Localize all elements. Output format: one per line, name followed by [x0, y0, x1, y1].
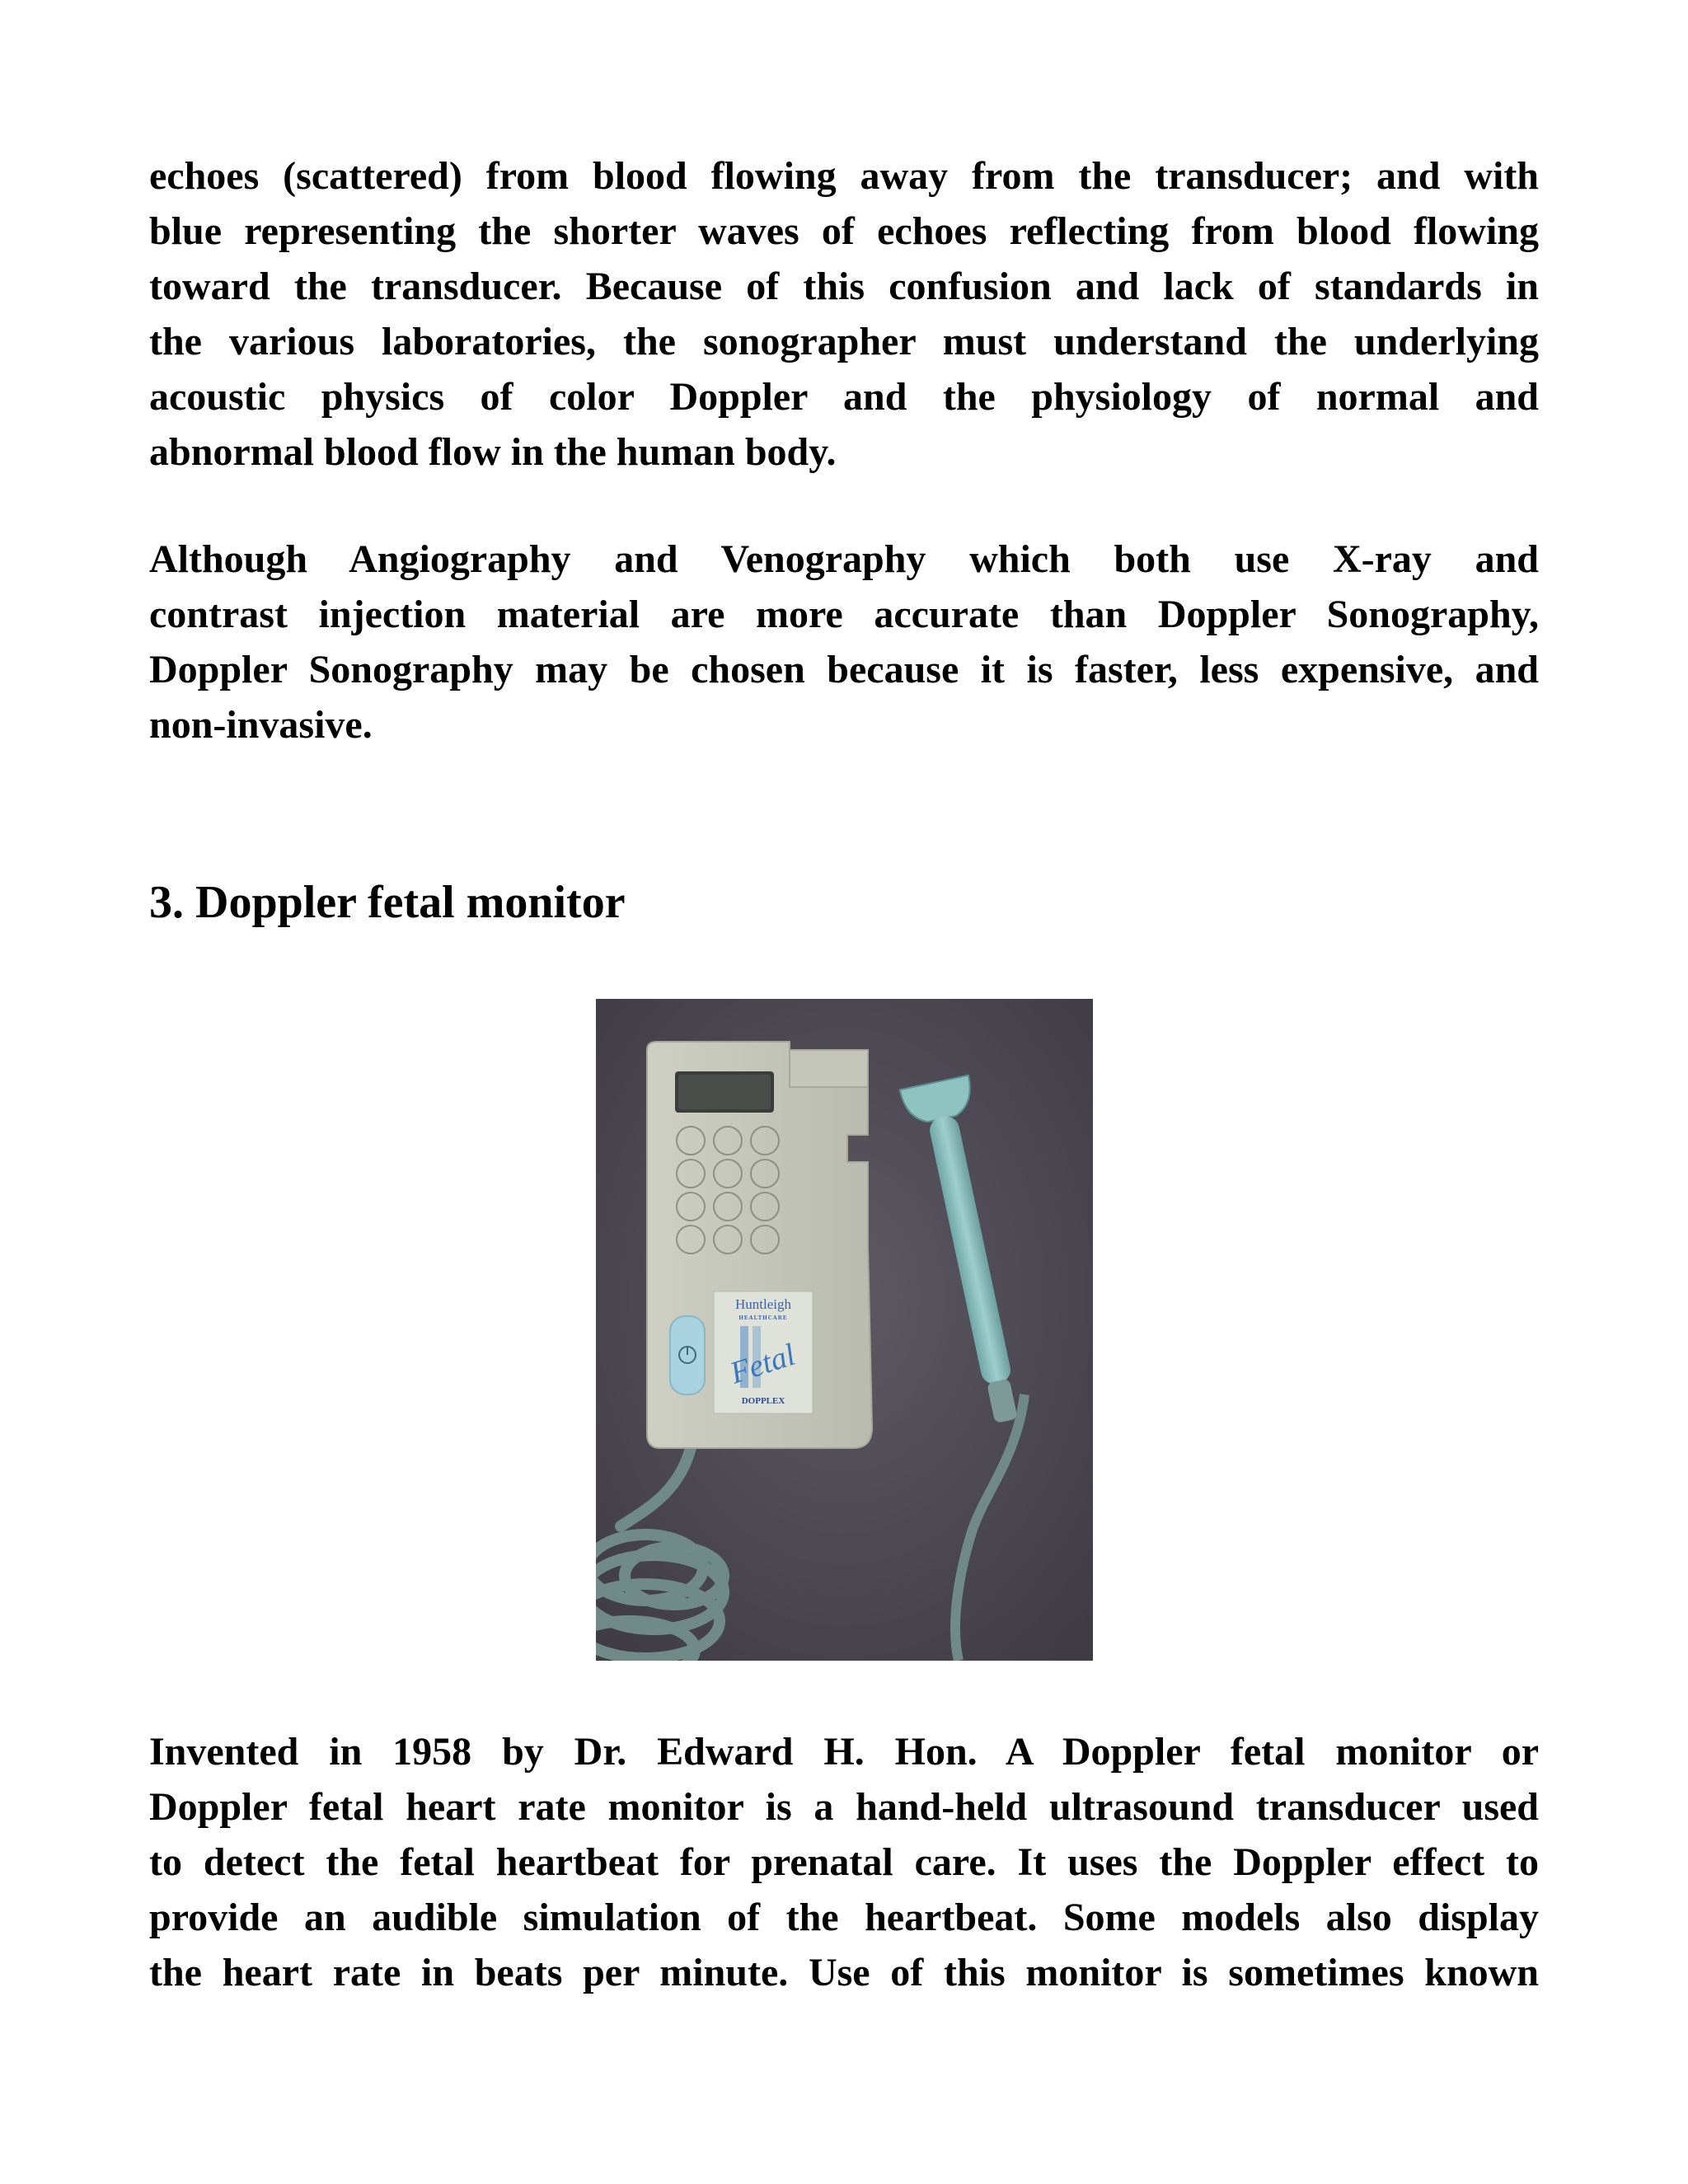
power-button	[670, 1316, 705, 1394]
brand-name: Huntleigh	[735, 1296, 791, 1312]
text-line: the heart rate in beats per minute. Use of this monitor is sometimes known	[149, 1951, 1539, 1994]
product-script: Fetal	[725, 1337, 800, 1391]
text-line: contrast injection material are more accurate than Doppler Sonography,	[149, 593, 1539, 636]
text-line: acoustic physics of color Doppler and the physiology of normal and	[149, 375, 1539, 419]
text-line: Invented in 1958 by Dr. Edward H. Hon. A Doppler fetal monitor or	[149, 1730, 1539, 1774]
text-line: echoes (scattered) from blood flowing away from the transducer; and with	[149, 154, 1539, 198]
text-line: provide an audible simulation of the heartbeat. Some models also display	[149, 1896, 1539, 1939]
text-line: the various laboratories, the sonographer must understand the underlying	[149, 320, 1539, 363]
text-line: Doppler fetal heart rate monitor is a hand-held ultrasound transducer used	[149, 1785, 1539, 1829]
paragraph-angiography	[149, 532, 1539, 752]
text-line: toward the transducer. Because of this confusion and lack of standards in	[149, 265, 1539, 308]
text-line: abnormal blood flow in the human body.	[149, 430, 837, 474]
brand-sub: HEALTHCARE	[738, 1315, 788, 1321]
doppler-device-illustration	[596, 999, 1093, 1661]
paragraph-color-doppler	[149, 148, 1539, 480]
text-line: blue representing the shorter waves of echoes reflecting from blood flowing	[149, 209, 1539, 253]
text-line: Although Angiography and Venography which both use X-ray and	[149, 537, 1539, 581]
section-heading: 3. Doppler fetal monitor	[149, 877, 626, 928]
text-line: to detect the fetal heartbeat for prenatal care. It uses the Doppler effect to	[149, 1840, 1539, 1884]
brand-label	[714, 1291, 813, 1413]
text-line: non-invasive.	[149, 703, 373, 747]
product-name: DOPPLEX	[741, 1396, 785, 1406]
doppler-device-photo	[596, 999, 1093, 1661]
paragraph-fetal-monitor	[149, 1724, 1539, 2000]
text-line: Doppler Sonography may be chosen because it is faster, less expensive, and	[149, 648, 1539, 691]
